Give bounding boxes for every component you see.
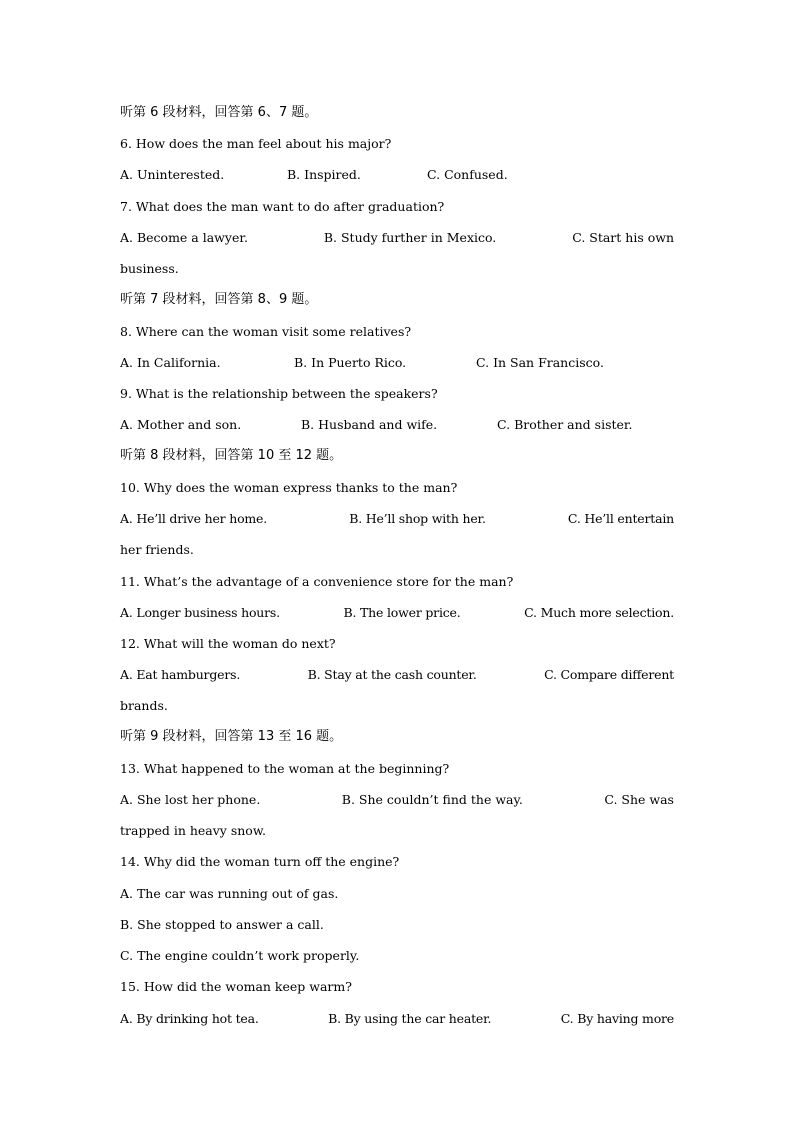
question-12-option-b: B. Stay at the cash counter. [307, 667, 477, 682]
question-12-stem: 12. What will the woman do next? [120, 636, 336, 651]
question-10-stem: 10. Why does the woman express thanks to the man? [120, 480, 458, 495]
question-9-stem: 9. What is the relationship between the speakers? [120, 386, 438, 401]
question-9-options [120, 416, 674, 434]
section-heading-7: 听第 7 段材料，回答第 8、9 题。 [120, 292, 318, 307]
question-13-option-c: C. She was [604, 792, 674, 807]
question-7-stem: 7. What does the man want to do after graduation? [120, 199, 445, 214]
question-13-option-b: B. She couldn’t find the way. [341, 792, 523, 807]
question-12-option-a: A. Eat hamburgers. [120, 667, 241, 682]
question-8-stem: 8. Where can the woman visit some relatives? [120, 324, 412, 339]
question-8-option-b: B. In Puerto Rico. [294, 355, 407, 370]
question-7-option-b: B. Study further in Mexico. [323, 230, 497, 245]
question-6-option-a: A. Uninterested. [120, 167, 225, 182]
question-9-option-a: A. Mother and son. [120, 417, 242, 432]
question-10-option-a: A. He’ll drive her home. [120, 511, 268, 526]
question-7-option-c: C. Start his own [572, 230, 674, 245]
question-7-option-c-continued: business. [120, 261, 179, 276]
question-11-option-c: C. Much more selection. [524, 605, 674, 620]
question-14-option-a: A. The car was running out of gas. [120, 886, 339, 901]
question-10-options [120, 510, 674, 528]
question-6-stem: 6. How does the man feel about his major? [120, 136, 392, 151]
question-11-option-a: A. Longer business hours. [120, 605, 280, 620]
question-15-option-a: A. By drinking hot tea. [120, 1011, 259, 1026]
question-8-option-a: A. In California. [120, 355, 221, 370]
question-14-stem: 14. Why did the woman turn off the engine? [120, 854, 400, 869]
question-10-option-c-continued: her friends. [120, 542, 194, 557]
question-8-option-c: C. In San Francisco. [476, 355, 604, 370]
question-15-stem: 15. How did the woman keep warm? [120, 979, 352, 994]
section-heading-9: 听第 9 段材料，回答第 13 至 16 题。 [120, 729, 343, 744]
section-heading-6: 听第 6 段材料，回答第 6、7 题。 [120, 105, 318, 120]
question-7-option-a: A. Become a lawyer. [120, 230, 248, 245]
question-15-option-c: C. By having more [560, 1011, 674, 1026]
question-6-options [120, 166, 674, 184]
question-14-option-b: B. She stopped to answer a call. [120, 917, 324, 932]
question-6-option-b: B. Inspired. [287, 167, 361, 182]
question-12-option-c-continued: brands. [120, 698, 168, 713]
question-10-option-b: B. He’ll shop with her. [349, 511, 486, 526]
question-12-options [120, 666, 674, 684]
question-13-options [120, 791, 674, 809]
question-11-options [120, 604, 674, 622]
question-13-option-c-continued: trapped in heavy snow. [120, 823, 267, 838]
question-11-stem: 11. What’s the advantage of a convenience store for the man? [120, 574, 514, 589]
question-12-option-c: C. Compare different [544, 667, 674, 682]
question-9-option-b: B. Husband and wife. [301, 417, 438, 432]
question-13-stem: 13. What happened to the woman at the beginning? [120, 761, 450, 776]
question-14-option-c: C. The engine couldn’t work properly. [120, 948, 360, 963]
question-13-option-a: A. She lost her phone. [120, 792, 261, 807]
question-15-options [120, 1010, 674, 1028]
question-9-option-c: C. Brother and sister. [497, 417, 633, 432]
question-15-option-b: B. By using the car heater. [328, 1011, 492, 1026]
question-6-option-c: C. Confused. [427, 167, 508, 182]
question-8-options [120, 354, 674, 372]
question-11-option-b: B. The lower price. [343, 605, 461, 620]
question-7-options [120, 229, 674, 247]
question-10-option-c: C. He’ll entertain [567, 511, 674, 526]
section-heading-8: 听第 8 段材料，回答第 10 至 12 题。 [120, 448, 343, 463]
